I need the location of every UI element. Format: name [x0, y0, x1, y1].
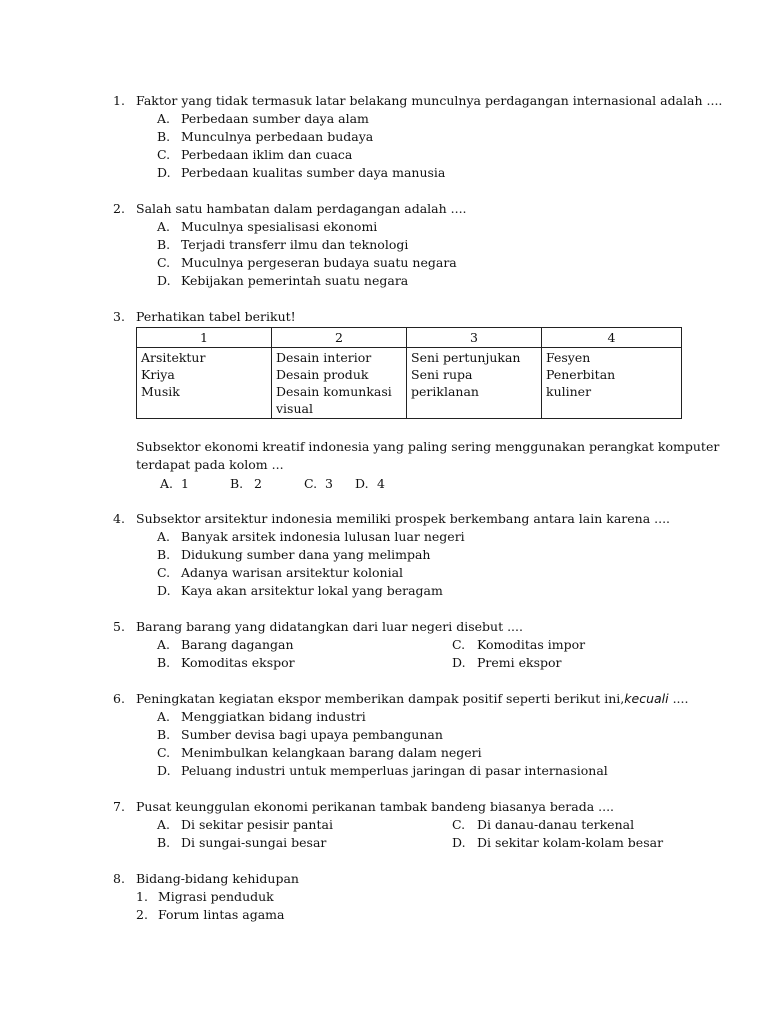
option-text: Muculnya pergeseran budaya suatu negara [181, 255, 457, 270]
option-text: Adanya warisan arsitektur kolonial [181, 565, 404, 580]
table-cell-line: Arsitektur [141, 350, 206, 365]
question-number: 5. [113, 619, 125, 634]
question-6 [113, 690, 713, 780]
question-number: 7. [113, 799, 125, 814]
option-text: 3 [325, 476, 333, 491]
option-text: Munculnya perbedaan budaya [181, 129, 374, 144]
table-header-row [137, 328, 682, 348]
option-a [113, 218, 713, 236]
option-letter: D. [157, 273, 171, 288]
option-text: Kaya akan arsitektur lokal yang beragam [181, 583, 443, 598]
table-cell-line: visual [276, 401, 313, 416]
table-cell-line: Seni pertunjukan [411, 350, 521, 365]
table-cell-line: Fesyen [546, 350, 591, 365]
option-row [113, 816, 713, 834]
option-text: Di sekitar kolam-kolam besar [477, 835, 664, 850]
table-cell-line: Kriya [141, 367, 175, 382]
question-number: 2. [113, 201, 125, 216]
table-cell-line: Penerbitan [546, 367, 616, 382]
table-header-cell: 2 [272, 328, 407, 348]
table-header-cell: 4 [542, 328, 682, 348]
question-text-main: Peningkatan kegiatan ekspor memberikan dampak positif seperti berikut ini, [136, 691, 625, 706]
table-cell [407, 348, 542, 419]
option-d [113, 762, 713, 780]
option-letter: B. [157, 237, 171, 252]
question-text: Subsektor ekonomi kreatif indonesia yang paling sering menggunakan perangkat komputer [136, 439, 720, 454]
option-text: 4 [377, 476, 385, 491]
option-letter: C. [157, 565, 171, 580]
option-letter: B. [230, 476, 244, 491]
question-text: Barang barang yang didatangkan dari luar negeri disebut .... [136, 619, 523, 634]
option-b [113, 236, 713, 254]
option-letter: D. [452, 835, 466, 850]
option-text: Menimbulkan kelangkaan barang dalam negeri [181, 745, 482, 760]
option-letter: B. [157, 835, 171, 850]
option-letter: C. [452, 637, 466, 652]
question-number: 3. [113, 309, 125, 324]
option-letter: D. [355, 476, 369, 491]
option-letter: C. [157, 255, 171, 270]
option-letter: A. [157, 529, 171, 544]
question-1 [113, 92, 723, 182]
option-text: Komoditas ekspor [181, 655, 295, 670]
option-letter: A. [157, 709, 171, 724]
option-text: Di sungai-sungai besar [181, 835, 327, 850]
question-2 [113, 200, 713, 290]
list-item-text: Migrasi penduduk [158, 889, 274, 904]
option-text: Sumber devisa bagi upaya pembangunan [181, 727, 443, 742]
table-cell [272, 348, 407, 419]
option-text: Muculnya spesialisasi ekonomi [181, 219, 378, 234]
question-number: 4. [113, 511, 125, 526]
option-letter: C. [157, 745, 171, 760]
question-number: 6. [113, 691, 125, 706]
option-letter: D. [452, 655, 466, 670]
option-letter: A. [157, 637, 171, 652]
option-c [113, 254, 713, 272]
option-c [113, 744, 713, 762]
table-cell-line: Musik [141, 384, 180, 399]
question-4 [113, 510, 713, 600]
option-c [113, 564, 713, 582]
option-b [113, 726, 713, 744]
option-text: Perbedaan kualitas sumber daya manusia [181, 165, 446, 180]
option-text: Terjadi transferr ilmu dan teknologi [181, 237, 409, 252]
table-cell [542, 348, 682, 419]
kreatif-table [136, 327, 682, 419]
option-a [113, 110, 713, 128]
option-d [113, 582, 713, 600]
question-number: 1. [113, 93, 125, 108]
question-text [136, 690, 688, 708]
option-text: 1 [181, 476, 189, 491]
option-text: Perbedaan iklim dan cuaca [181, 147, 353, 162]
table-header-cell: 3 [407, 328, 542, 348]
option-letter: B. [157, 547, 171, 562]
option-d [113, 164, 713, 182]
question-8 [113, 870, 713, 924]
option-a [113, 708, 713, 726]
option-c [113, 146, 713, 164]
option-row [113, 654, 713, 672]
question-text: Faktor yang tidak termasuk latar belakang munculnya perdagangan internasional adalah .... [136, 93, 723, 108]
list-item-text: Forum lintas agama [158, 907, 285, 922]
option-letter: D. [157, 763, 171, 778]
option-text: Menggiatkan bidang industri [181, 709, 366, 724]
option-text: Peluang industri untuk memperluas jaringan di pasar internasional [181, 763, 608, 778]
option-letter: B. [157, 655, 171, 670]
question-3 [113, 308, 713, 326]
question-5 [113, 618, 713, 672]
question-text: Subsektor arsitektur indonesia memiliki prospek berkembang antara lain karena .... [136, 511, 671, 526]
list-item-number: 1. [136, 889, 148, 904]
option-text: Didukung sumber dana yang melimpah [181, 547, 431, 562]
question-text: terdapat pada kolom ... [136, 457, 284, 472]
option-b [113, 128, 713, 146]
option-letter: D. [157, 583, 171, 598]
option-text: Komoditas impor [477, 637, 586, 652]
option-text: Di danau-danau terkenal [477, 817, 635, 832]
question-text-end: .... [668, 691, 689, 706]
question-number: 8. [113, 871, 125, 886]
table-cell-line: Desain komunkasi [276, 384, 392, 399]
question-text: Perhatikan tabel berikut! [136, 309, 296, 324]
option-letter: A. [157, 111, 171, 126]
question-text: Bidang-bidang kehidupan [136, 871, 299, 886]
option-letter: C. [157, 147, 171, 162]
option-b [113, 546, 713, 564]
table-cell-line: Seni rupa periklanan [411, 367, 479, 399]
option-a [113, 528, 713, 546]
option-row [113, 834, 713, 852]
question-text: Pusat keunggulan ekonomi perikanan tambak bandeng biasanya berada .... [136, 799, 615, 814]
option-text: Banyak arsitek indonesia lulusan luar negeri [181, 529, 465, 544]
option-letter: B. [157, 727, 171, 742]
table-row [137, 348, 682, 419]
list-item [113, 888, 713, 906]
question-3-stem [113, 438, 720, 474]
option-row [113, 636, 713, 654]
question-7 [113, 798, 713, 852]
option-letter: A. [157, 817, 171, 832]
option-text: Barang dagangan [181, 637, 294, 652]
table-cell-line: kuliner [546, 384, 592, 399]
table-cell-line: Desain interior [276, 350, 372, 365]
option-letter: C. [452, 817, 466, 832]
option-letter: A. [160, 476, 174, 491]
option-letter: C. [304, 476, 318, 491]
option-letter: B. [157, 129, 171, 144]
option-text: Perbedaan sumber daya alam [181, 111, 369, 126]
question-text-emphasis: kecuali [624, 691, 669, 706]
table-cell [137, 348, 272, 419]
option-text: Di sekitar pesisir pantai [181, 817, 333, 832]
table-cell-line: Desain produk [276, 367, 369, 382]
table-header-cell: 1 [137, 328, 272, 348]
option-letter: D. [157, 165, 171, 180]
list-item-number: 2. [136, 907, 148, 922]
option-letter: A. [157, 219, 171, 234]
list-item [113, 906, 713, 924]
question-text: Salah satu hambatan dalam perdagangan adalah .... [136, 201, 467, 216]
option-text: 2 [254, 476, 262, 491]
option-text: Kebijakan pemerintah suatu negara [181, 273, 409, 288]
option-d [113, 272, 713, 290]
option-text: Premi ekspor [477, 655, 562, 670]
